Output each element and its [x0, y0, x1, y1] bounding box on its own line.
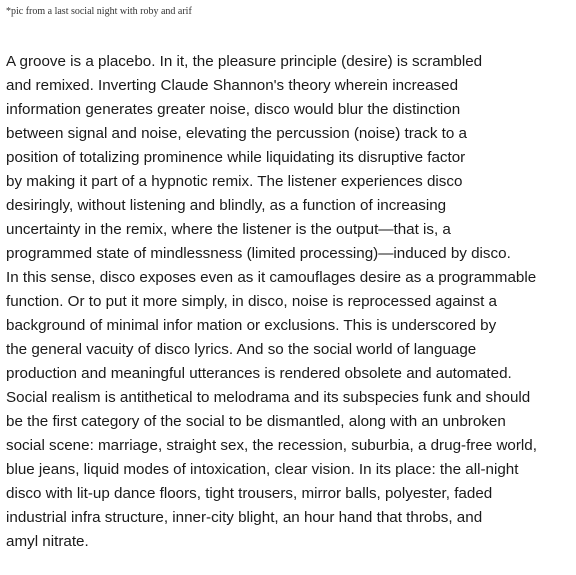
text-line: background of minimal infor mation or exclusions. This is underscored by — [6, 317, 497, 334]
text-line: position of totalizing prominence while liquidating its disruptive factor — [6, 149, 466, 166]
body-paragraph — [6, 50, 576, 554]
text-line: be the first category of the social to be dismantled, along with an unbroken — [6, 413, 506, 430]
text-line: by making it part of a hypnotic remix. The listener experiences disco — [6, 173, 463, 190]
text-line: amyl nitrate. — [6, 533, 89, 550]
text-line: and remixed. Inverting Claude Shannon's theory wherein increased — [6, 77, 459, 94]
text-line: social scene: marriage, straight sex, the recession, suburbia, a drug-free world, — [6, 437, 537, 454]
text-line: the general vacuity of disco lyrics. And so the social world of language — [6, 341, 477, 358]
text-line: industrial infra structure, inner-city blight, an hour hand that throbs, and — [6, 509, 483, 526]
text-line: function. Or to put it more simply, in disco, noise is reprocessed against a — [6, 293, 498, 310]
text-line: uncertainty in the remix, where the listener is the output—that is, a — [6, 221, 451, 238]
text-line: A groove is a placebo. In it, the pleasure principle (desire) is scrambled — [6, 53, 483, 70]
text-line: Social realism is antithetical to melodrama and its subspecies funk and should — [6, 389, 531, 406]
text-line: production and meaningful utterances is rendered obsolete and automated. — [6, 365, 512, 382]
text-line: disco with lit-up dance floors, tight trousers, mirror balls, polyester, faded — [6, 485, 493, 502]
photo-caption: *pic from a last social night with roby and arif — [6, 6, 192, 17]
text-line: information generates greater noise, disco would blur the distinction — [6, 101, 461, 118]
text-line: In this sense, disco exposes even as it camouflages desire as a programmable — [6, 269, 537, 286]
text-line: desiringly, without listening and blindly, as a function of increasing — [6, 197, 447, 214]
text-line: blue jeans, liquid modes of intoxication, clear vision. In its place: the all-night — [6, 461, 519, 478]
text-line: programmed state of mindlessness (limited processing)—induced by disco. — [6, 245, 511, 262]
text-line: between signal and noise, elevating the percussion (noise) track to a — [6, 125, 467, 142]
